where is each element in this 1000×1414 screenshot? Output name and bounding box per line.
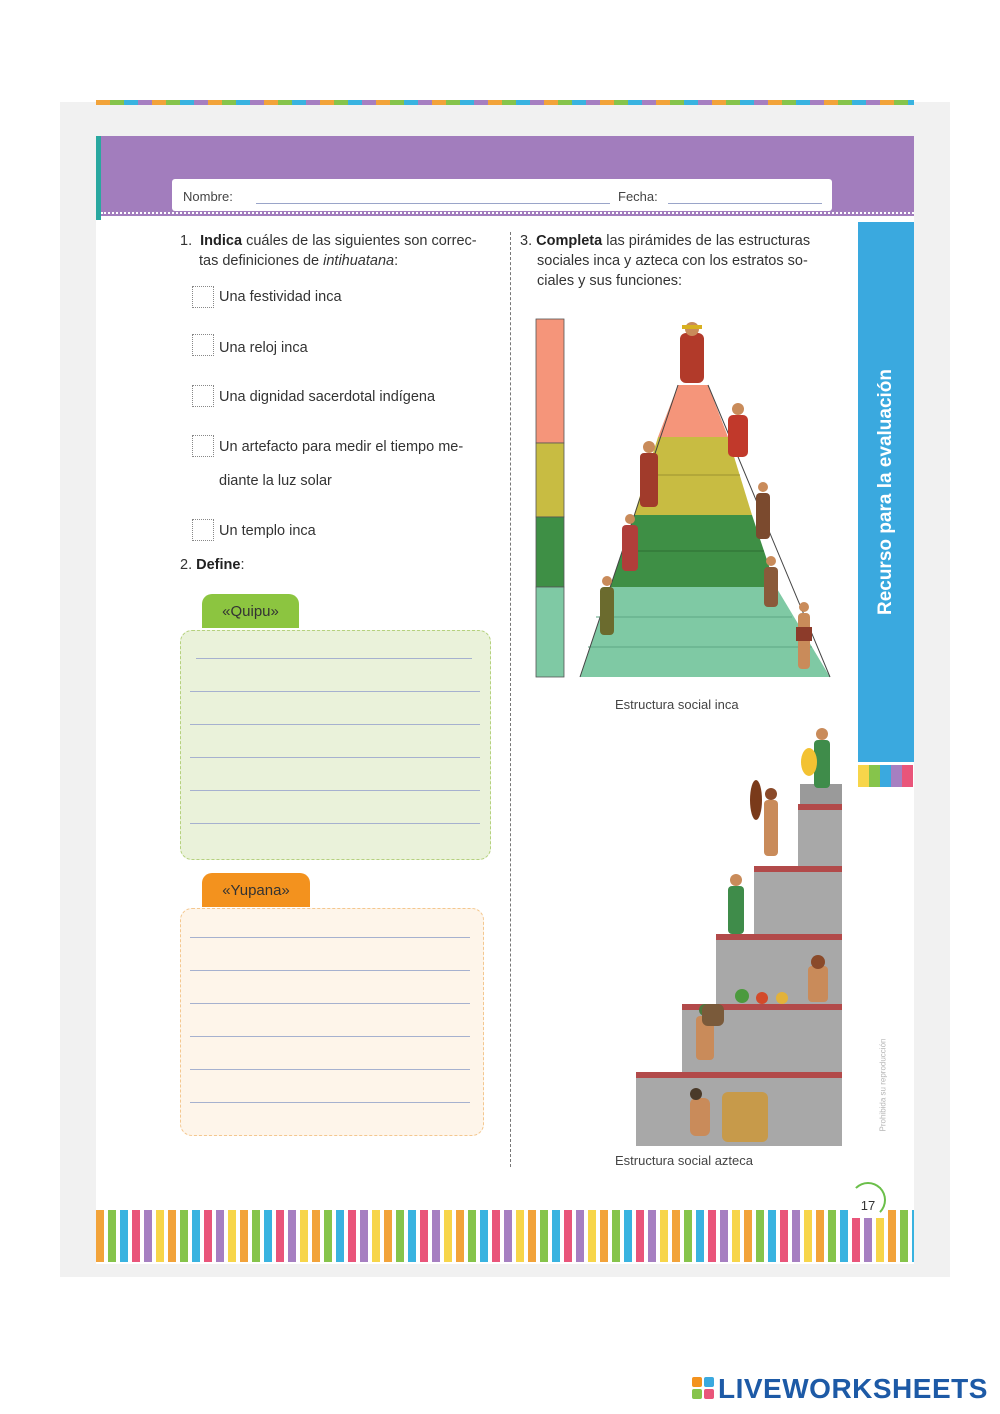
inca-figure bbox=[796, 602, 812, 669]
date-field[interactable] bbox=[668, 203, 822, 204]
side-tab-squares bbox=[858, 765, 914, 787]
option3-checkbox[interactable] bbox=[192, 385, 214, 407]
inca-figure bbox=[756, 482, 770, 539]
header-accent bbox=[96, 136, 101, 220]
pyramid-tier-top bbox=[658, 385, 728, 437]
aztec-step bbox=[798, 810, 842, 868]
option5-label: Un templo inca bbox=[219, 523, 316, 539]
aztec-step bbox=[636, 1072, 842, 1078]
inca-caption: Estructura social inca bbox=[615, 697, 739, 712]
option4-checkbox[interactable] bbox=[192, 435, 214, 457]
answer-line bbox=[190, 1036, 470, 1037]
color-square bbox=[891, 765, 902, 787]
question3-line3: ciales y sus funciones: bbox=[537, 273, 683, 289]
inca-pyramid-illustration bbox=[530, 315, 850, 695]
quipu-tab: «Quipu» bbox=[202, 594, 299, 628]
question1-line2: tas definiciones de intihuatana: bbox=[199, 253, 399, 269]
answer-line bbox=[190, 757, 480, 758]
inca-figure bbox=[680, 322, 704, 383]
aztec-pyramid-illustration bbox=[632, 720, 846, 1148]
answer-line bbox=[196, 658, 472, 659]
answer-line bbox=[190, 1069, 470, 1070]
pyramid-tier-base bbox=[580, 587, 830, 677]
quipu-answer-box[interactable] bbox=[180, 630, 491, 860]
aztec-step bbox=[798, 804, 842, 810]
name-date-box bbox=[172, 179, 832, 211]
inca-figure bbox=[728, 403, 748, 457]
date-label: Fecha: bbox=[618, 189, 658, 204]
header-dotted-line bbox=[101, 212, 914, 214]
option4-label-cont: diante la luz solar bbox=[219, 473, 332, 489]
color-square bbox=[880, 765, 891, 787]
answer-line bbox=[190, 724, 480, 725]
option2-checkbox[interactable] bbox=[192, 334, 214, 356]
aztec-step bbox=[716, 934, 842, 940]
question3-line1: 3. Completa las pirámides de las estructuras bbox=[520, 233, 811, 249]
question1-line1: 1. Indica cuáles de las siguientes son correc- bbox=[180, 233, 477, 249]
brand-grid-icon bbox=[692, 1377, 714, 1399]
brand-name: LIVEWORKSHEETS bbox=[718, 1373, 988, 1404]
column-divider bbox=[510, 232, 511, 1167]
yupana-tab: «Yupana» bbox=[202, 873, 310, 907]
name-field[interactable] bbox=[256, 203, 610, 204]
answer-line bbox=[190, 1003, 470, 1004]
answer-line bbox=[190, 970, 470, 971]
page-number: 17 bbox=[848, 1188, 888, 1218]
color-square bbox=[902, 765, 913, 787]
question2-heading: 2. Define: bbox=[180, 557, 245, 573]
aztec-figure bbox=[801, 728, 830, 788]
inca-stratum-answer-bar bbox=[536, 517, 564, 587]
question3-line2: sociales inca y azteca con los estratos so- bbox=[537, 253, 808, 269]
aztec-caption: Estructura social azteca bbox=[615, 1153, 754, 1168]
answer-line bbox=[190, 691, 480, 692]
option5-checkbox[interactable] bbox=[192, 519, 214, 541]
color-square bbox=[869, 765, 880, 787]
option1-checkbox[interactable] bbox=[192, 286, 214, 308]
inca-stratum-answer-bar bbox=[536, 587, 564, 677]
bottom-decorative-stripe bbox=[96, 1210, 914, 1262]
aztec-figure bbox=[750, 780, 778, 856]
top-decorative-stripe bbox=[96, 100, 914, 105]
answer-line bbox=[190, 790, 480, 791]
name-label: Nombre: bbox=[183, 189, 233, 204]
answer-line bbox=[190, 823, 480, 824]
inca-stratum-answer-bar bbox=[536, 319, 564, 443]
aztec-figure bbox=[728, 874, 744, 934]
inca-stratum-answer-bar bbox=[536, 443, 564, 517]
option3-label: Una dignidad sacerdotal indígena bbox=[219, 389, 436, 405]
option4-label: Un artefacto para medir el tiempo me- bbox=[219, 439, 464, 455]
option1-label: Una festividad inca bbox=[219, 289, 342, 305]
reproduction-watermark: Prohibida su reproducción bbox=[878, 1038, 888, 1132]
side-tab-title: Recurso para la evaluación bbox=[875, 368, 896, 616]
option2-label: Una reloj inca bbox=[219, 340, 308, 356]
answer-line bbox=[190, 1102, 470, 1103]
aztec-step bbox=[754, 872, 842, 938]
answer-line bbox=[190, 937, 470, 938]
color-square bbox=[858, 765, 869, 787]
page-number-arc-icon bbox=[850, 1182, 886, 1218]
aztec-step bbox=[754, 866, 842, 872]
